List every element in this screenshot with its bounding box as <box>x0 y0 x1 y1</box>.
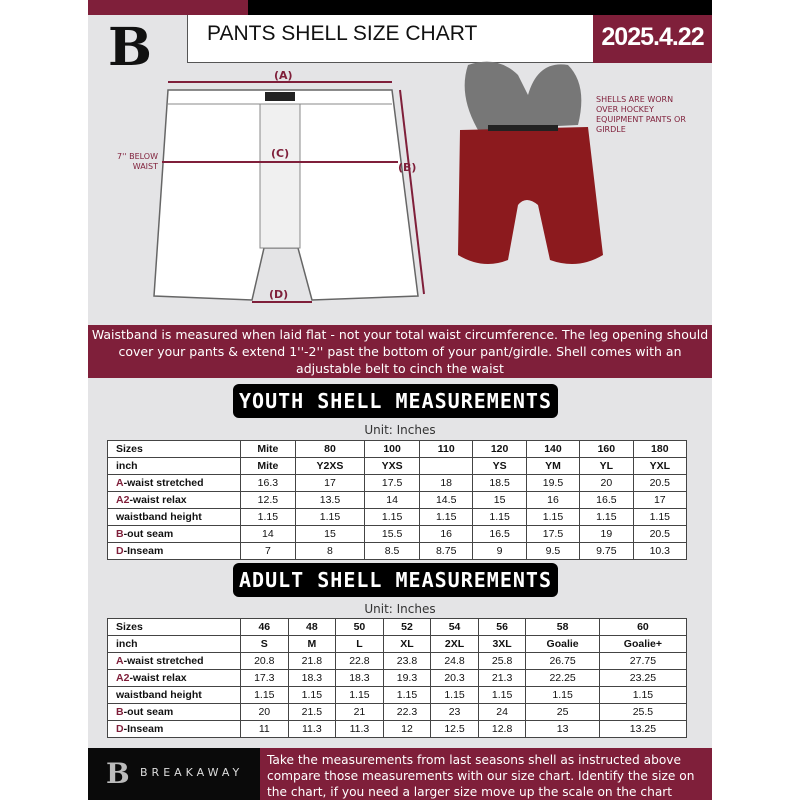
table-cell: 24.8 <box>431 653 479 670</box>
youth-title: YOUTH SHELL MEASUREMENTS <box>233 384 558 418</box>
table-cell: 12.5 <box>431 721 479 738</box>
table-cell: 14 <box>241 526 296 543</box>
table-cell: YXL <box>633 458 686 475</box>
row-label <box>108 721 241 738</box>
row-label <box>108 653 241 670</box>
row-label-text: -waist stretched <box>123 655 204 667</box>
row-label <box>108 509 241 526</box>
label-b: (B) <box>398 161 417 174</box>
row-label-text: inch <box>116 460 138 472</box>
table-cell <box>420 458 473 475</box>
measure-key: D <box>116 545 124 557</box>
table-cell: 1.15 <box>241 687 289 704</box>
table-cell: 11 <box>241 721 289 738</box>
table-cell: 1.15 <box>599 687 686 704</box>
table-cell: 20 <box>580 475 633 492</box>
table-cell: 11.3 <box>288 721 336 738</box>
footer-logo: B <box>106 757 130 790</box>
table-cell: 17.5 <box>365 475 420 492</box>
row-label-text: -out seam <box>123 528 174 540</box>
table-cell: 13.5 <box>295 492 364 509</box>
table-cell: 25.5 <box>599 704 686 721</box>
table-cell: 1.15 <box>336 687 384 704</box>
measure-key: A2 <box>116 494 130 506</box>
table-cell: 9.75 <box>580 543 633 560</box>
table-cell: 12.8 <box>478 721 526 738</box>
table-cell: 22.3 <box>383 704 431 721</box>
table-cell: 7 <box>241 543 296 560</box>
footer-brand-name: BREAKAWAY <box>140 766 244 779</box>
table-cell: 11.3 <box>336 721 384 738</box>
table-cell: 80 <box>295 441 364 458</box>
row-label <box>108 619 241 636</box>
table-cell: 20.5 <box>633 475 686 492</box>
table-cell: 46 <box>241 619 289 636</box>
table-cell: 19.5 <box>526 475 579 492</box>
pants-worn-photo <box>438 55 608 285</box>
row-label <box>108 458 241 475</box>
row-label <box>108 492 241 509</box>
table-cell: M <box>288 636 336 653</box>
row-label <box>108 636 241 653</box>
youth-size-table <box>107 440 687 560</box>
row-label <box>108 526 241 543</box>
table-row <box>108 687 687 704</box>
table-cell: 12 <box>383 721 431 738</box>
table-cell: 12.5 <box>241 492 296 509</box>
table-cell: 26.75 <box>526 653 599 670</box>
measure-key: B <box>116 706 124 718</box>
table-cell: 160 <box>580 441 633 458</box>
table-row <box>108 704 687 721</box>
table-row <box>108 619 687 636</box>
table-row <box>108 670 687 687</box>
table-cell: 13.25 <box>599 721 686 738</box>
table-cell: 140 <box>526 441 579 458</box>
row-label-text: Sizes <box>116 621 143 633</box>
table-row <box>108 721 687 738</box>
table-cell: 1.15 <box>241 509 296 526</box>
table-cell: YS <box>473 458 526 475</box>
table-cell: L <box>336 636 384 653</box>
adult-size-table <box>107 618 687 738</box>
table-row <box>108 458 687 475</box>
table-cell: 1.15 <box>526 687 599 704</box>
row-label-text: waistband height <box>116 689 202 701</box>
table-row <box>108 653 687 670</box>
table-cell: Mite <box>241 441 296 458</box>
table-cell: Goalie <box>526 636 599 653</box>
table-cell: 16.5 <box>473 526 526 543</box>
table-cell: 16.3 <box>241 475 296 492</box>
table-cell: 56 <box>478 619 526 636</box>
table-cell: 21 <box>336 704 384 721</box>
table-cell: 1.15 <box>478 687 526 704</box>
below-waist-note: 7'' BELOW WAIST <box>117 152 158 171</box>
row-label <box>108 670 241 687</box>
table-cell: 18.3 <box>336 670 384 687</box>
table-cell: 25.8 <box>478 653 526 670</box>
table-cell: 17 <box>633 492 686 509</box>
table-row <box>108 509 687 526</box>
table-cell: 17.3 <box>241 670 289 687</box>
table-cell: 15 <box>295 526 364 543</box>
table-cell: 16.5 <box>580 492 633 509</box>
instructions-band: Waistband is measured when laid flat - not your total waist circumference. The leg opening should cover your pants & extend 1''-2'' past the bottom of your pant/girdle. Shell comes with an adjustable belt to cinch the waist <box>88 325 712 378</box>
table-cell: 1.15 <box>288 687 336 704</box>
table-cell: 58 <box>526 619 599 636</box>
table-cell: 20.3 <box>431 670 479 687</box>
page-title: PANTS SHELL SIZE CHART <box>187 15 595 63</box>
table-cell: 3XL <box>478 636 526 653</box>
size-chart-page <box>88 0 712 800</box>
table-cell: YL <box>580 458 633 475</box>
table-cell: 1.15 <box>580 509 633 526</box>
row-label-text: -out seam <box>123 706 174 718</box>
table-cell: 1.15 <box>295 509 364 526</box>
table-cell: 1.15 <box>383 687 431 704</box>
table-cell: 18 <box>420 475 473 492</box>
table-cell: XL <box>383 636 431 653</box>
label-a: (A) <box>274 69 293 82</box>
table-row <box>108 492 687 509</box>
row-label-text: inch <box>116 638 138 650</box>
table-cell: 1.15 <box>526 509 579 526</box>
row-label-text: -waist relax <box>129 494 187 506</box>
table-cell: 25 <box>526 704 599 721</box>
table-cell: 18.3 <box>288 670 336 687</box>
youth-unit: Unit: Inches <box>364 423 436 437</box>
table-cell: 23 <box>431 704 479 721</box>
row-label-text: -Inseam <box>123 723 164 735</box>
table-cell: 120 <box>473 441 526 458</box>
table-cell: Y2XS <box>295 458 364 475</box>
measure-key: B <box>116 528 124 540</box>
table-cell: 20 <box>241 704 289 721</box>
table-cell: 50 <box>336 619 384 636</box>
measure-key: A <box>116 655 124 667</box>
table-cell: 24 <box>478 704 526 721</box>
row-label <box>108 441 241 458</box>
table-cell: 22.8 <box>336 653 384 670</box>
table-cell: YXS <box>365 458 420 475</box>
table-row <box>108 475 687 492</box>
footer-instructions: Take the measurements from last seasons shell as instructed above compare those measurements with our size chart. Identify the size on the chart, if you need a larger size move up the scale on the chart <box>260 748 712 800</box>
table-cell: 9.5 <box>526 543 579 560</box>
table-row <box>108 636 687 653</box>
date-badge: 2025.4.22 <box>593 15 712 63</box>
table-cell: 17 <box>295 475 364 492</box>
row-label-text: waistband height <box>116 511 202 523</box>
table-cell: YM <box>526 458 579 475</box>
row-label <box>108 475 241 492</box>
table-cell: 18.5 <box>473 475 526 492</box>
table-cell: 16 <box>526 492 579 509</box>
table-cell: 27.75 <box>599 653 686 670</box>
label-d: (D) <box>269 288 289 301</box>
top-black-bar <box>248 0 712 15</box>
table-row <box>108 441 687 458</box>
table-cell: 14.5 <box>420 492 473 509</box>
pants-flat-diagram <box>148 68 438 313</box>
adult-unit: Unit: Inches <box>364 602 436 616</box>
label-c: (C) <box>271 147 290 160</box>
table-cell: 23.8 <box>383 653 431 670</box>
row-label-text: -Inseam <box>123 545 164 557</box>
brand-logo: B <box>108 17 152 78</box>
table-row <box>108 543 687 560</box>
table-cell: 110 <box>420 441 473 458</box>
measure-key: A <box>116 477 124 489</box>
table-cell: 21.3 <box>478 670 526 687</box>
table-cell: 19 <box>580 526 633 543</box>
row-label-text: Sizes <box>116 443 143 455</box>
table-cell: 14 <box>365 492 420 509</box>
table-cell: 17.5 <box>526 526 579 543</box>
table-cell: 19.3 <box>383 670 431 687</box>
table-cell: 8.5 <box>365 543 420 560</box>
table-cell: 10.3 <box>633 543 686 560</box>
table-cell: 8 <box>295 543 364 560</box>
table-cell: 21.5 <box>288 704 336 721</box>
table-cell: 180 <box>633 441 686 458</box>
table-cell: 22.25 <box>526 670 599 687</box>
table-cell: 13 <box>526 721 599 738</box>
table-cell: 100 <box>365 441 420 458</box>
table-cell: 2XL <box>431 636 479 653</box>
table-cell: 20.5 <box>633 526 686 543</box>
table-cell: 52 <box>383 619 431 636</box>
row-label-text: -waist stretched <box>123 477 204 489</box>
table-cell: 1.15 <box>473 509 526 526</box>
table-cell: Mite <box>241 458 296 475</box>
table-cell: 1.15 <box>420 509 473 526</box>
measure-key: A2 <box>116 672 130 684</box>
table-cell: 1.15 <box>365 509 420 526</box>
table-cell: 54 <box>431 619 479 636</box>
table-cell: 15 <box>473 492 526 509</box>
table-cell: 1.15 <box>633 509 686 526</box>
row-label-text: -waist relax <box>129 672 187 684</box>
row-label <box>108 543 241 560</box>
top-accent-bar <box>88 0 248 15</box>
table-cell: 60 <box>599 619 686 636</box>
table-cell: 9 <box>473 543 526 560</box>
adult-title: ADULT SHELL MEASUREMENTS <box>233 563 558 597</box>
table-cell: S <box>241 636 289 653</box>
table-row <box>108 526 687 543</box>
table-cell: 1.15 <box>431 687 479 704</box>
table-cell: 23.25 <box>599 670 686 687</box>
table-cell: 21.8 <box>288 653 336 670</box>
worn-note: SHELLS ARE WORN OVER HOCKEY EQUIPMENT PANTS OR GIRDLE <box>596 95 686 134</box>
table-cell: 48 <box>288 619 336 636</box>
table-cell: 8.75 <box>420 543 473 560</box>
table-cell: 20.8 <box>241 653 289 670</box>
row-label <box>108 704 241 721</box>
table-cell: 15.5 <box>365 526 420 543</box>
table-cell: 16 <box>420 526 473 543</box>
measure-key: D <box>116 723 124 735</box>
row-label <box>108 687 241 704</box>
table-cell: Goalie+ <box>599 636 686 653</box>
